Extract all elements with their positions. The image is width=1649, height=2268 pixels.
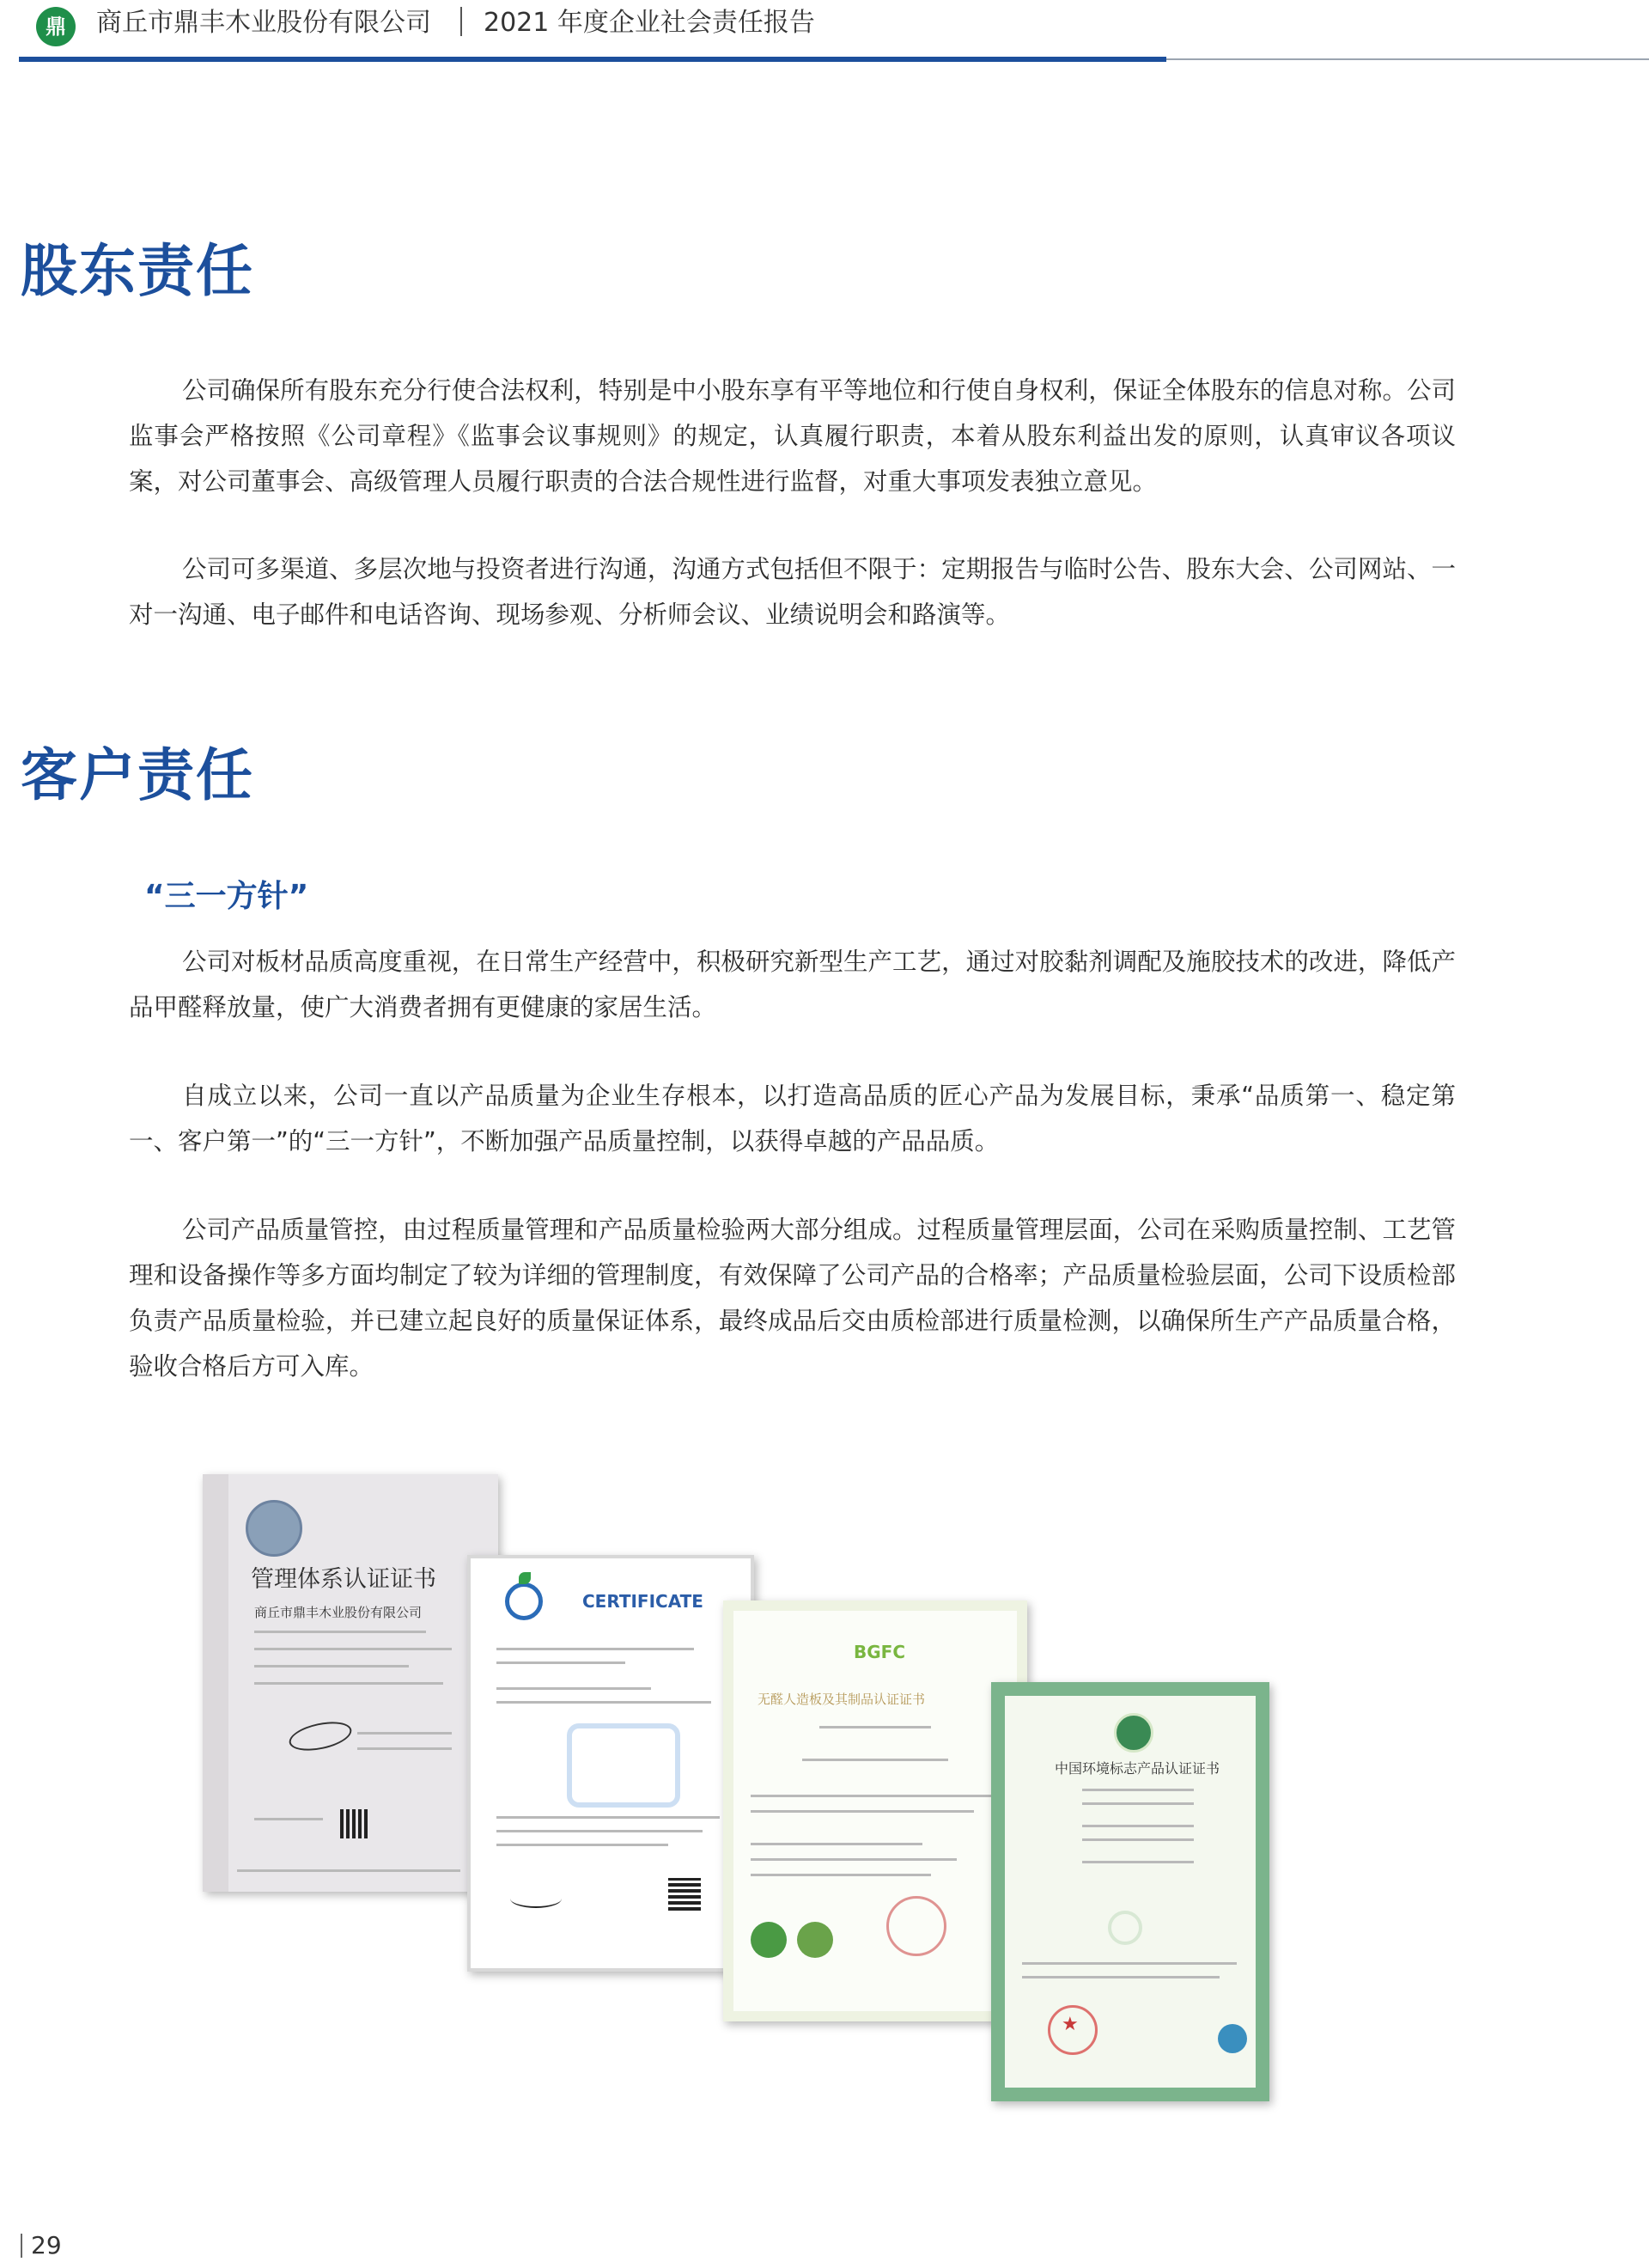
certificate-text-line [1082,1838,1194,1841]
certificate-text-line [496,1661,625,1664]
shareholder-paragraph-1: 公司确保所有股东充分行使合法权利，特别是中小股东享有平等地位和行使自身权利，保证全体股东的信息对称。公司监事会严格按照《公司章程》《监事会议事规则》的规定，认真履行职责，本着从股东利益出发的原则，认真审议各项议案，对公司董事会、高级管理人员履行职责的合法合规性进行监督，对重大事项发表独立意见。 [129,376,1456,496]
signature-icon [287,1717,355,1756]
certificate-text-line [1022,1962,1237,1965]
customer-paragraph-1: 公司对板材品质高度重视，在日常生产经营中，积极研究新型生产工艺，通过对胶黏剂调配及施胶技术的改进，降低产品甲醛释放量，使广大消费者拥有更健康的家居生活。 [129,948,1456,1021]
certificate-text-line [496,1701,711,1704]
certificate-text-line [1082,1789,1194,1791]
star-icon: ★ [1062,2014,1079,2035]
header-divider [460,7,462,36]
page-header [0,0,1649,65]
watermark-icon [567,1723,680,1808]
certificate-text-line [254,1665,409,1667]
red-stamp-icon [886,1896,946,1956]
certificate-management-system [203,1474,498,1892]
certificate-title: 管理体系认证证书 [251,1566,436,1593]
customer-paragraph-2: 自成立以来，公司一直以产品质量为企业生存根本，以打造高品质的匠心产品为发展目标，秉承“品质第一、稳定第一、客户第一”的“三一方针”，不断加强产品质量控制，以获得卓越的产品品质。 [129,1082,1456,1155]
certificate-title: CERTIFICATE [582,1591,703,1612]
certificate-text-line [237,1869,460,1872]
certificate-text-line [496,1830,703,1832]
signature-icon [510,1889,562,1908]
leaf-icon [519,1572,531,1584]
certificate-text-line [1082,1825,1194,1827]
header-rule-blue [19,57,1166,62]
certification-mark-icon [751,1922,787,1958]
certificate-brand: BGFC [854,1642,905,1662]
section-title-shareholder: 股东责任 [21,238,254,304]
header-company-name: 商丘市鼎丰木业股份有限公司 [96,8,431,38]
company-logo-icon [36,7,76,46]
qr-code-icon [668,1878,701,1911]
certificate-text-line [1022,1976,1220,1978]
certificate-text-line [496,1648,694,1650]
cec-logo-icon [1218,2024,1247,2053]
certificate-text-line [496,1816,720,1819]
certificate-text-line [496,1687,651,1690]
qr-code-icon [340,1809,369,1838]
certificate-text-line [819,1726,931,1728]
certificate-text-line [802,1759,948,1761]
certificate-text-line [254,1682,443,1685]
header-report-title: 2021 年度企业社会责任报告 [484,8,815,38]
certificate-text-line [1082,1802,1194,1805]
certificate-bgfc [723,1600,1027,2021]
page-number: 29 [31,2231,62,2259]
certificate-text-line [496,1844,668,1846]
header-rule-gray [1166,58,1649,60]
certificate-text-line [751,1858,957,1861]
certification-mark-icon [797,1922,833,1958]
certificate-text-line [751,1810,974,1813]
logo-text: 鼎 [46,15,66,39]
certificate-text-line [357,1747,452,1750]
certificate-text-line [1082,1861,1194,1863]
certification-logo-icon [505,1582,543,1620]
certificate-text-line [254,1648,452,1650]
certificate-text-line [254,1818,323,1820]
customer-paragraph-3: 公司产品质量管控，由过程质量管理和产品质量检验两大部分组成。过程质量管理层面，公司在采购质量控制、工艺管理和设备操作等多方面均制定了较为详细的管理制度，有效保障了公司产品的合格率；产品质量检验层面，公司下设质检部负责产品质量检验，并已建立起良好的质量保证体系，最终成品后交由质检部进行质量检测，以确保所生产产品质量合格，验收合格后方可入库。 [129,1216,1456,1381]
certificate-text-line [357,1732,452,1735]
subsection-title-three-principles: “三一方针” [144,879,309,914]
certificate-carb [467,1555,754,1972]
certificate-side-band [203,1474,228,1892]
certificate-text-line [751,1843,922,1845]
footer-divider [21,2234,22,2258]
certification-seal-icon [246,1500,302,1557]
shareholder-paragraph-2: 公司可多渠道、多层次地与投资者进行沟通，沟通方式包括但不限于：定期报告与临时公告、股东大会、公司网站、一对一沟通、电子邮件和电话咨询、现场参观、分析师会议、业绩说明会和路演等。 [129,555,1456,629]
certificate-title: 无醛人造板及其制品认证证书 [758,1692,926,1707]
certificate-text-line [254,1631,426,1633]
section-title-customer: 客户责任 [21,742,254,808]
certificate-title: 中国环境标志产品认证证书 [1055,1760,1220,1777]
ring-logo-icon [1108,1911,1142,1945]
certificate-company: 商丘市鼎丰木业股份有限公司 [254,1605,423,1620]
certificate-text-line [751,1874,931,1876]
environmental-emblem-icon [1114,1713,1153,1753]
certificate-text-line [751,1795,991,1797]
certificate-environmental-label [991,1682,1269,2101]
